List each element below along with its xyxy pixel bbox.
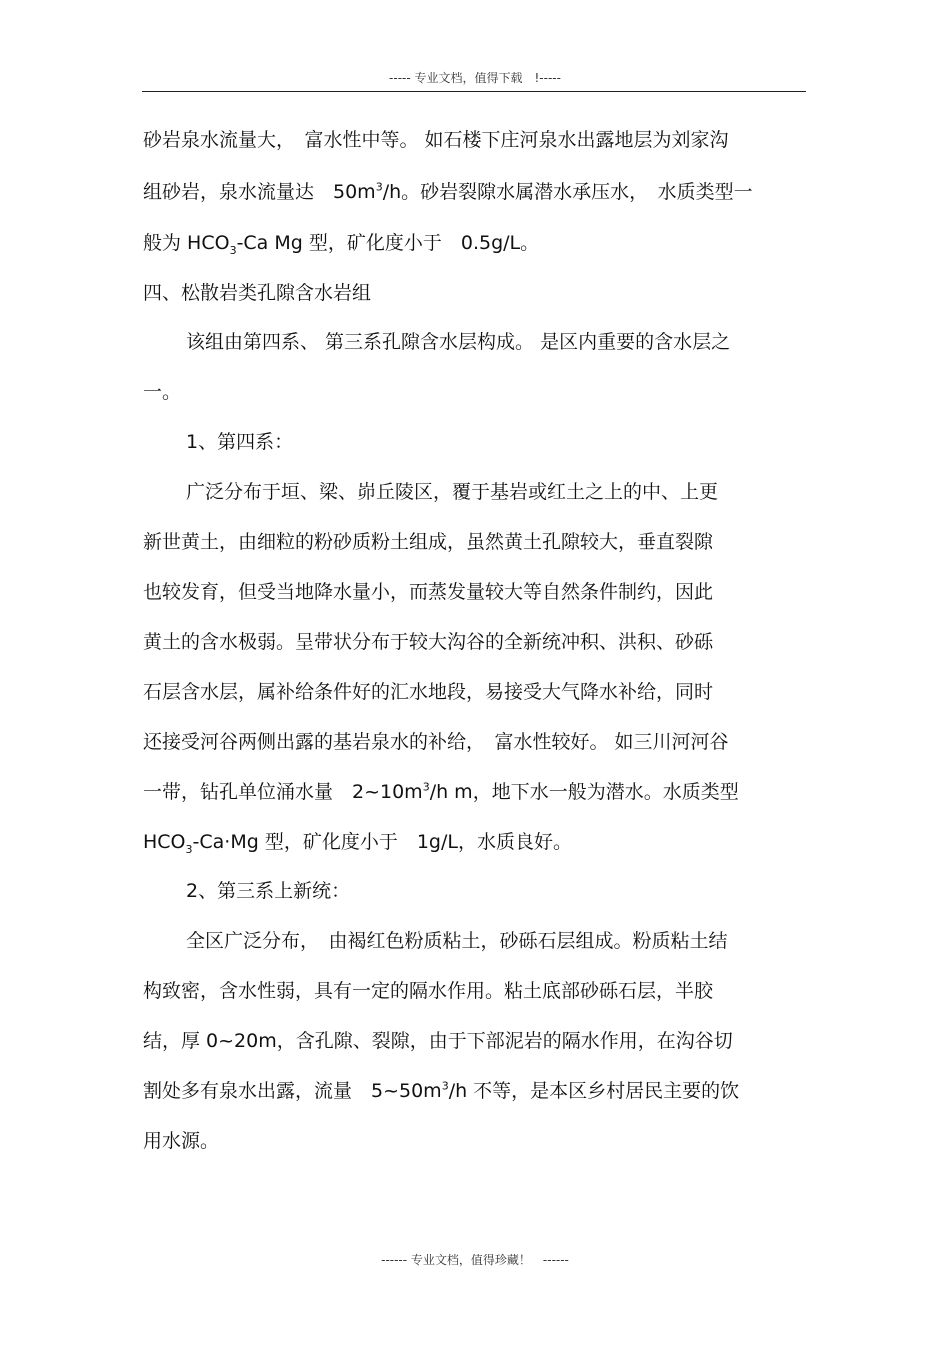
text-line: 还接受河谷两侧出露的基岩泉水的补给， 富水性较好。 如三川河河谷 [143,731,729,753]
text-line: 广泛分布于垣、梁、峁丘陵区，覆于基岩或红土之上的中、上更 [186,481,719,503]
subscript: 3 [229,243,237,257]
text-line: 砂岩泉水流量大， 富水性中等。 如石楼下庄河泉水出露地层为刘家沟 [143,129,729,151]
text-line [143,180,753,204]
text-line: 石层含水层，属补给条件好的汇水地段，易接受大气降水补给，同时 [143,681,714,703]
text-run: -Ca Mg 型，矿化度小于 0.5g/L。 [236,232,540,254]
text-line [143,830,572,854]
subsection-heading: 1、第四系： [186,431,294,453]
section-heading: 四、松散岩类孔隙含水岩组 [143,282,372,304]
text-line: 用水源。 [143,1130,220,1152]
text-run: /h。砂岩裂隙水属潜水承压水， 水质类型一 [382,181,753,203]
page-footer: ------ 专业文档，值得珍藏！ ------ [381,1253,569,1267]
text-run: 组砂岩，泉水流量达 50m [143,181,376,203]
text-run: 一带，钻孔单位涌水量 2~10m [143,781,423,803]
text-line: 构致密，含水性弱，具有一定的隔水作用。粘土底部砂砾石层，半胶 [143,980,714,1002]
text-line: 新世黄土，由细粒的粉砂质粉土组成，虽然黄土孔隙较大，垂直裂隙 [143,531,714,553]
text-line [143,780,739,804]
text-line: 结，厚 0~20m，含孔隙、裂隙，由于下部泥岩的隔水作用，在沟谷切 [143,1030,733,1052]
text-run: -Ca·Mg 型，矿化度小于 1g/L，水质良好。 [192,831,572,853]
text-line: 一。 [143,381,182,403]
superscript: 3 [422,780,430,794]
subscript: 3 [185,842,193,856]
text-run: /h m，地下水一般为潜水。水质类型 [429,781,739,803]
text-line [143,231,539,255]
subsection-heading: 2、第三系上新统： [186,880,351,902]
text-run: /h 不等，是本区乡村居民主要的饮 [448,1080,740,1102]
text-line: 也较发育，但受当地降水量小，而蒸发量较大等自然条件制约，因此 [143,581,714,603]
page-header: ----- 专业文档，值得下载 !----- [389,71,561,85]
text-run: 割处多有泉水出露，流量 5~50m [143,1080,442,1102]
text-line: 全区广泛分布， 由褐红色粉质粘土，砂砾石层组成。粉质粘土结 [186,930,728,952]
header-divider [142,91,806,92]
text-line: 该组由第四系、 第三系孔隙含水层构成。 是区内重要的含水层之 [186,331,731,353]
text-run: 般为 HCO [143,232,230,254]
superscript: 3 [441,1079,449,1093]
text-run: HCO [143,831,186,853]
text-line: 黄土的含水极弱。呈带状分布于较大沟谷的全新统冲积、洪积、砂砾 [143,631,714,653]
text-line [143,1079,739,1103]
superscript: 3 [375,180,383,194]
